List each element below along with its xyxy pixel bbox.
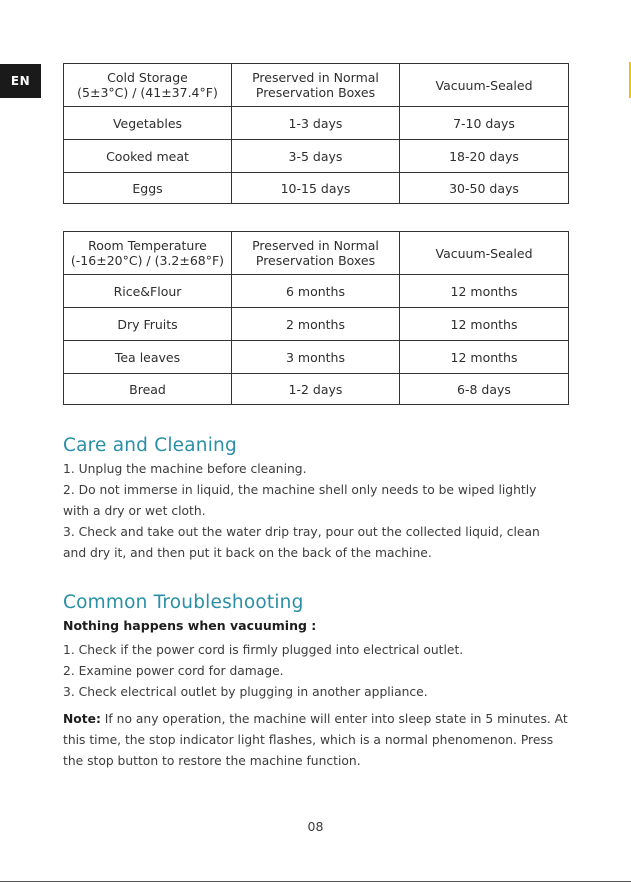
cell-item: Dry Fruits: [64, 308, 232, 341]
header-cell-normal: [232, 232, 400, 275]
header-text: (5±3°C) / (41±37.4°F): [77, 85, 218, 100]
list-item: 3. Check electrical outlet by plugging in another appliance.: [63, 685, 428, 699]
header-cell-vacuum: Vacuum-Sealed: [400, 64, 569, 107]
cell-vacuum: 30-50 days: [400, 173, 569, 204]
table-header-row: [64, 232, 569, 275]
cell-normal: 6 months: [232, 275, 400, 308]
cell-item: Eggs: [64, 173, 232, 204]
bottom-rule: [0, 881, 631, 882]
cell-normal: 3-5 days: [232, 140, 400, 173]
header-cell-normal: [232, 64, 400, 107]
header-text: Preservation Boxes: [255, 253, 376, 268]
cold-storage-table: [63, 63, 569, 204]
care-cleaning-list: [63, 459, 563, 564]
cell-normal: 1-2 days: [232, 374, 400, 405]
troubleshooting-subhead: Nothing happens when vacuuming :: [63, 618, 317, 633]
cell-normal: 2 months: [232, 308, 400, 341]
list-item: 2. Examine power cord for damage.: [63, 664, 284, 678]
table-row: [64, 374, 569, 405]
table-row: [64, 308, 569, 341]
cell-vacuum: 12 months: [400, 275, 569, 308]
cell-item: Cooked meat: [64, 140, 232, 173]
language-tab-label: EN: [10, 74, 31, 88]
list-item: 1. Check if the power cord is firmly plugged into electrical outlet.: [63, 643, 464, 657]
header-text: Preservation Boxes: [255, 85, 376, 100]
note-text: If no any operation, the machine will enter into sleep state in 5 minutes. At this time, the stop indicator light flashes, which is a normal phenomenon. Press the stop button to restore the machine function.: [63, 712, 568, 768]
cell-item: Rice&Flour: [64, 275, 232, 308]
troubleshooting-list: [63, 640, 563, 703]
note-label: Note:: [63, 712, 101, 726]
cell-normal: 1-3 days: [232, 107, 400, 140]
table-row: [64, 173, 569, 204]
table-row: [64, 140, 569, 173]
header-text: Preserved in Normal: [252, 70, 379, 85]
cell-vacuum: 12 months: [400, 308, 569, 341]
header-text: Preserved in Normal: [252, 238, 379, 253]
table-row: [64, 341, 569, 374]
page-number: 08: [307, 819, 324, 834]
header-text: (-16±20°C) / (3.2±68°F): [70, 253, 225, 268]
list-item: 3. Check and take out the water drip tray, pour out the collected liquid, clean and dry it, and then put it back on the back of the machine.: [63, 525, 540, 560]
care-cleaning-title: Care and Cleaning: [63, 435, 237, 456]
cell-item: Vegetables: [64, 107, 232, 140]
table-row: [64, 275, 569, 308]
cell-item: Bread: [64, 374, 232, 405]
list-item: 2. Do not immerse in liquid, the machine shell only needs to be wiped lightly with a dry or wet cloth.: [63, 483, 537, 518]
header-cell-vacuum: Vacuum-Sealed: [400, 232, 569, 275]
table-row: [64, 107, 569, 140]
header-text: Room Temperature: [88, 238, 207, 253]
troubleshooting-title: Common Troubleshooting: [63, 592, 304, 613]
header-cell-condition: [64, 232, 232, 275]
room-temperature-table: [63, 231, 569, 405]
header-text: Cold Storage: [107, 70, 188, 85]
cell-vacuum: 7-10 days: [400, 107, 569, 140]
cell-item: Tea leaves: [64, 341, 232, 374]
cell-vacuum: 12 months: [400, 341, 569, 374]
table-header-row: [64, 64, 569, 107]
list-item: 1. Unplug the machine before cleaning.: [63, 462, 307, 476]
note-paragraph: [63, 709, 568, 772]
cell-vacuum: 18-20 days: [400, 140, 569, 173]
language-tab: [0, 64, 41, 98]
cell-normal: 10-15 days: [232, 173, 400, 204]
cell-normal: 3 months: [232, 341, 400, 374]
header-cell-condition: [64, 64, 232, 107]
cell-vacuum: 6-8 days: [400, 374, 569, 405]
